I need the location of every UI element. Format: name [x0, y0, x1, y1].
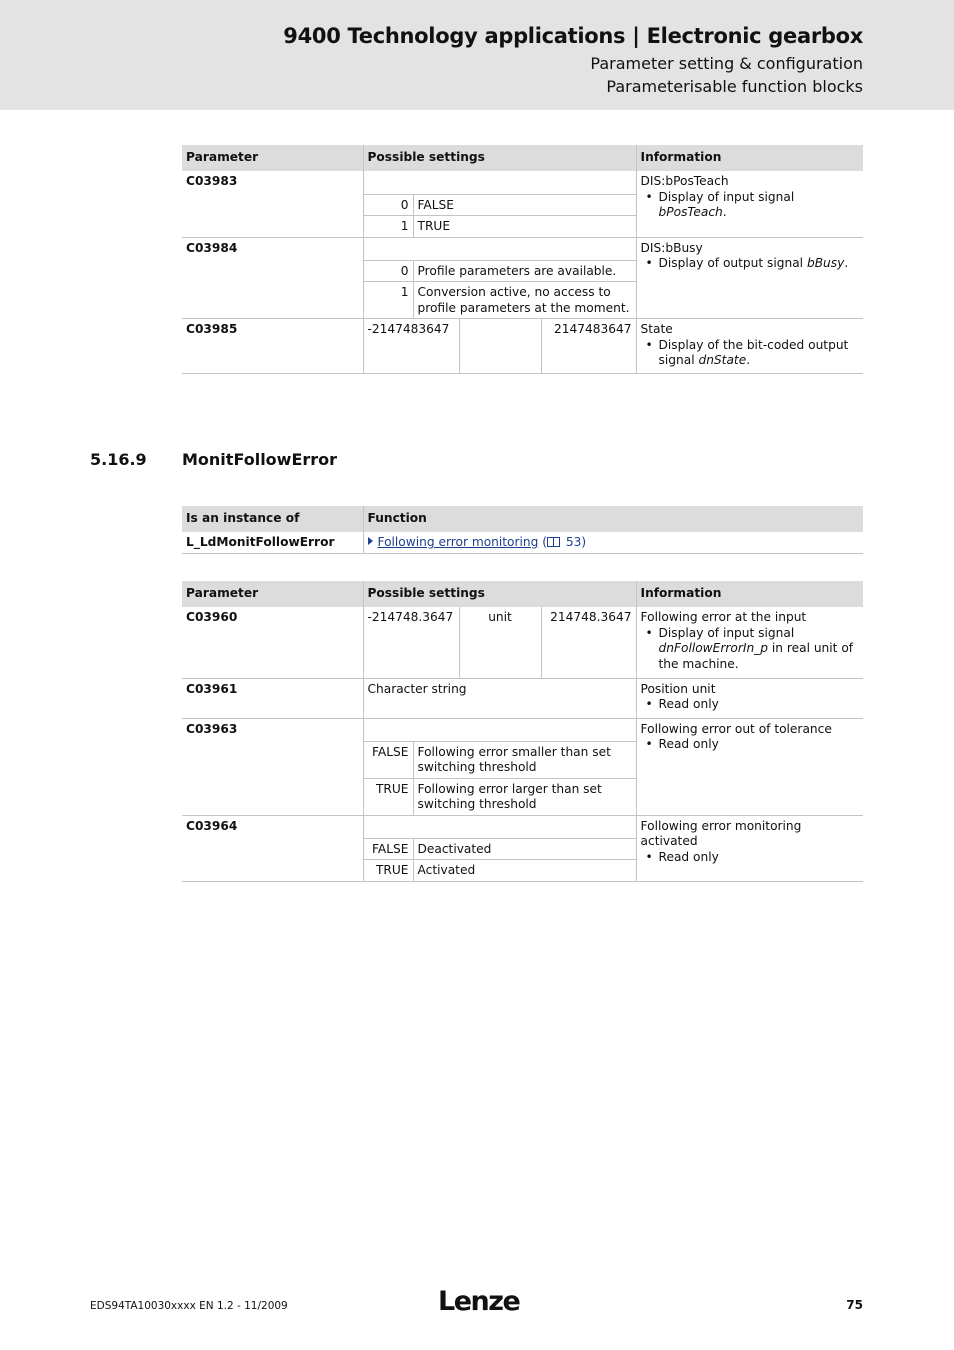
param-code: C03960 — [182, 607, 363, 678]
option-value: 0 — [363, 260, 413, 282]
info-title: DIS:bBusy — [640, 240, 703, 255]
info-item: • Display of input signal dnFollowErrorIn_p in real unit of the machine. — [641, 626, 860, 673]
parameter-table-2 — [182, 581, 863, 882]
param-info — [636, 607, 863, 678]
info-item: • Display of the bit-coded output signal dnState. — [641, 338, 860, 369]
info-item: • Read only — [641, 850, 860, 866]
option-value: 1 — [363, 282, 413, 319]
option-value: FALSE — [363, 838, 413, 860]
table-row — [182, 718, 863, 741]
header-title: 9400 Technology applications | Electronic gearbox — [283, 24, 863, 48]
info-title: Following error out of tolerance — [640, 721, 832, 736]
min-value: -2147483647 — [363, 319, 459, 374]
info-item: • Display of output signal bBusy. — [641, 256, 860, 272]
function-cell — [363, 532, 863, 553]
table-row — [182, 319, 863, 374]
info-item: • Display of input signal bPosTeach. — [641, 190, 860, 221]
table-row — [182, 171, 863, 194]
option-value: 0 — [363, 194, 413, 216]
option-value: TRUE — [363, 860, 413, 882]
option-value: FALSE — [363, 741, 413, 778]
param-info — [636, 815, 863, 881]
header-information: Information — [636, 581, 863, 607]
info-title: State — [640, 322, 673, 336]
table-row — [182, 678, 863, 718]
header-subtitle-2: Parameterisable function blocks — [606, 77, 863, 96]
table-row — [182, 237, 863, 260]
min-value: -214748.3647 — [363, 607, 459, 678]
table-row — [182, 607, 863, 678]
param-code: C03983 — [182, 171, 363, 237]
option-value: 1 — [363, 216, 413, 238]
instance-table — [182, 506, 863, 554]
option-text: Following error smaller than set switching threshold — [413, 741, 636, 778]
page-reference[interactable]: ( 53) — [542, 535, 587, 549]
parameter-table-1 — [182, 145, 863, 374]
unit-value — [459, 319, 541, 374]
header-parameter: Parameter — [182, 581, 363, 607]
header-possible-settings: Possible settings — [363, 581, 636, 607]
header-parameter: Parameter — [182, 145, 363, 171]
section-title: MonitFollowError — [182, 450, 338, 469]
header-information: Information — [636, 145, 863, 171]
header-possible-settings: Possible settings — [363, 145, 636, 171]
table-row — [182, 532, 863, 553]
max-value: 2147483647 — [541, 319, 636, 374]
param-code: C03961 — [182, 678, 363, 718]
info-title: DIS:bPosTeach — [640, 174, 729, 188]
option-text: TRUE — [413, 216, 636, 238]
option-text: Following error larger than set switching threshold — [413, 778, 636, 815]
option-text: Deactivated — [413, 838, 636, 860]
unit-value: unit — [459, 607, 541, 678]
param-info — [636, 171, 863, 237]
param-code: C03964 — [182, 815, 363, 881]
setting-text: Character string — [363, 678, 636, 718]
function-link[interactable]: Following error monitoring — [377, 535, 539, 549]
option-value: TRUE — [363, 778, 413, 815]
option-text: FALSE — [413, 194, 636, 216]
param-code: C03963 — [182, 718, 363, 815]
page-header — [0, 0, 954, 110]
param-info — [636, 678, 863, 718]
instance-name: L_LdMonitFollowError — [182, 532, 363, 553]
info-title: Following error at the input — [640, 610, 807, 624]
param-info — [636, 237, 863, 319]
option-text: Profile parameters are available. — [413, 260, 636, 282]
info-title: Following error monitoring activated — [640, 818, 802, 848]
max-value: 214748.3647 — [541, 607, 636, 678]
info-item: • Read only — [641, 737, 860, 753]
arrow-right-icon — [368, 537, 373, 545]
info-item: • Read only — [641, 697, 860, 713]
page-number: 75 — [846, 1298, 863, 1312]
lenze-logo: Lenze — [438, 1286, 520, 1317]
footer-doc-id: EDS94TA10030xxxx EN 1.2 - 11/2009 — [90, 1300, 288, 1312]
book-icon — [547, 537, 560, 547]
table-row — [182, 815, 863, 838]
option-text: Conversion active, no access to profile parameters at the moment. — [413, 282, 636, 319]
param-info — [636, 718, 863, 815]
param-code: C03984 — [182, 237, 363, 319]
param-code: C03985 — [182, 319, 363, 374]
param-info — [636, 319, 863, 374]
info-title: Position unit — [640, 681, 716, 696]
header-instance: Is an instance of — [182, 506, 363, 532]
header-subtitle-1: Parameter setting & configuration — [590, 54, 863, 73]
header-function: Function — [363, 506, 863, 532]
option-text: Activated — [413, 860, 636, 882]
section-number: 5.16.9 — [90, 450, 147, 469]
